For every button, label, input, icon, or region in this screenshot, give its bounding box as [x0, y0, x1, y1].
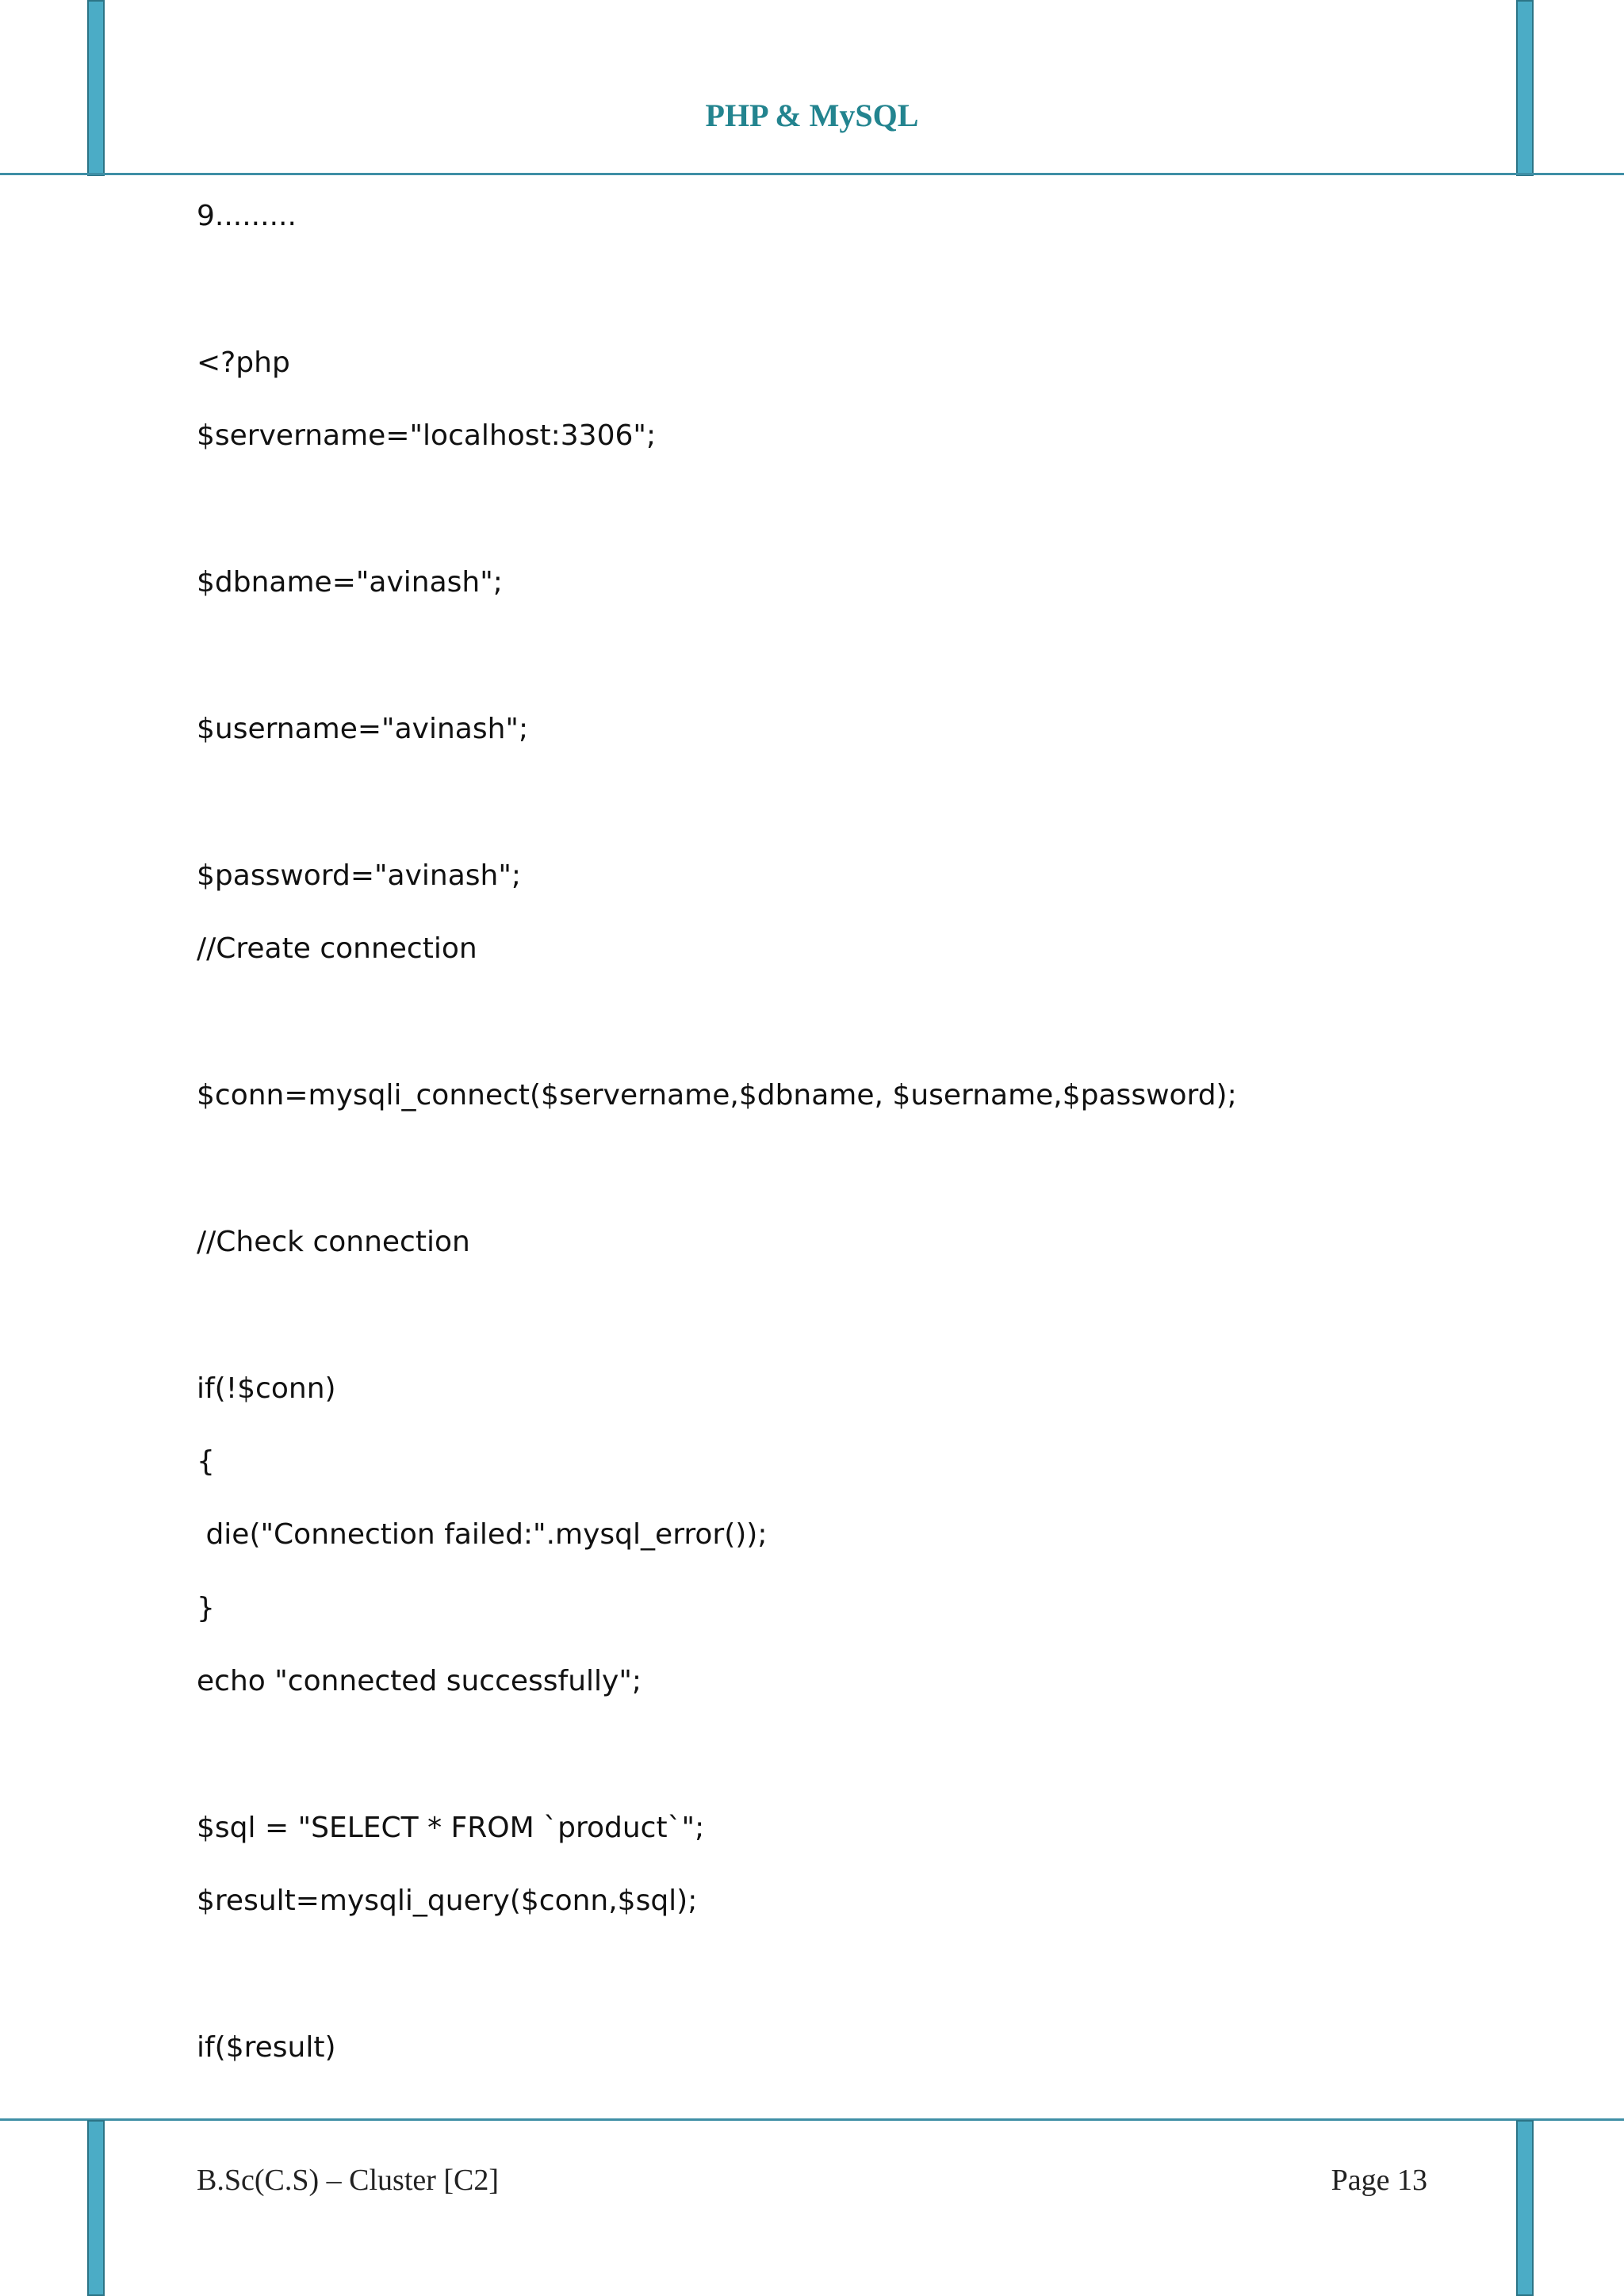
header-right-bar [1516, 0, 1534, 176]
code-line: die("Connection failed:".mysql_error()); [197, 1518, 768, 1551]
footer-rule [0, 2118, 1624, 2121]
code-line: $servername="localhost:3306"; [197, 419, 657, 452]
code-line: //Check connection [197, 1226, 470, 1258]
page-header-title: PHP & MySQL [705, 98, 919, 133]
code-line: $dbname="avinash"; [197, 566, 503, 599]
code-line: $password="avinash"; [197, 859, 522, 892]
header-left-bar [87, 0, 105, 176]
page-number: Page 13 [1331, 2164, 1427, 2197]
header-rule [0, 173, 1624, 175]
footer-right-bar [1516, 2120, 1534, 2296]
code-line: 9......... [197, 200, 297, 232]
footer-course-label: B.Sc(C.S) – Cluster [C2] [197, 2164, 500, 2197]
code-line: $result=mysqli_query($conn,$sql); [197, 1885, 698, 1917]
code-line: } [197, 1592, 215, 1624]
code-line: { [197, 1445, 215, 1478]
code-line: <?php [197, 346, 290, 379]
footer-left-bar [87, 2120, 105, 2296]
code-line: $username="avinash"; [197, 713, 529, 745]
code-line: echo "connected successfully"; [197, 1665, 642, 1697]
code-line: if(!$conn) [197, 1372, 336, 1405]
code-line: $sql = "SELECT * FROM `product`"; [197, 1812, 705, 1844]
code-line: //Create connection [197, 932, 477, 965]
code-line: $conn=mysqli_connect($servername,$dbname, $username,$password); [197, 1079, 1237, 1112]
code-line: if($result) [197, 2031, 336, 2064]
